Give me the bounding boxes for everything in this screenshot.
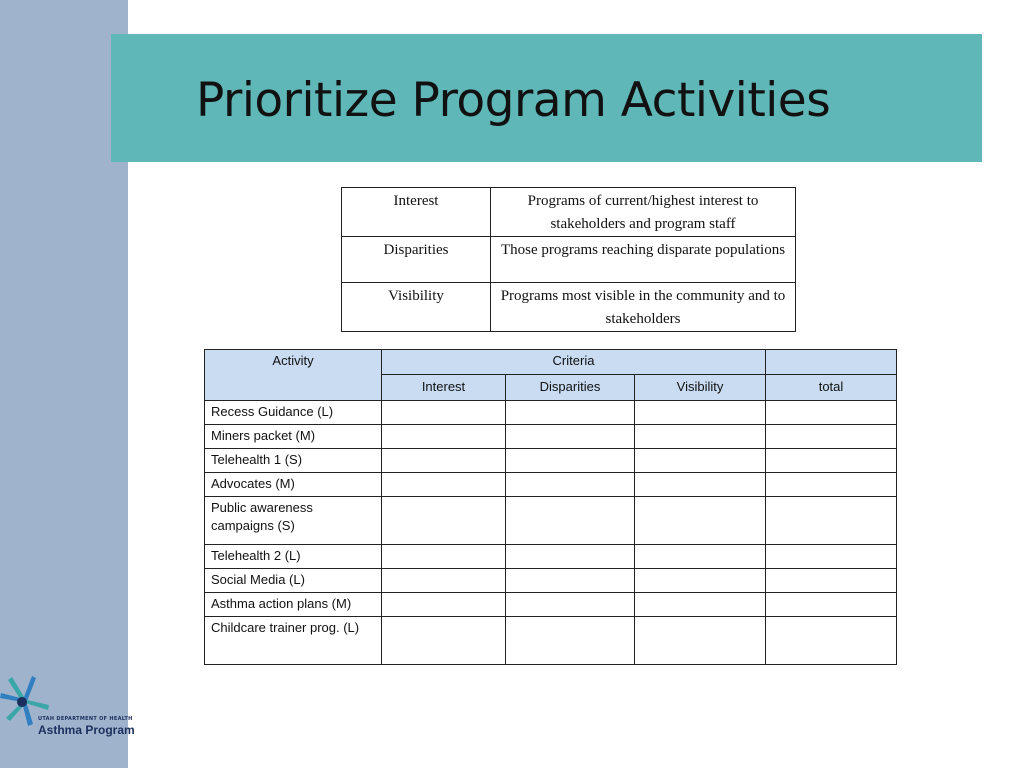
table-row bbox=[205, 497, 897, 545]
activity-cell: Social Media (L) bbox=[205, 569, 382, 593]
interest-column-header: Interest bbox=[382, 375, 506, 401]
total-cell[interactable] bbox=[766, 593, 897, 617]
visibility-cell[interactable] bbox=[635, 545, 766, 569]
empty-header-cell bbox=[766, 350, 897, 375]
total-column-header: total bbox=[766, 375, 897, 401]
interest-cell[interactable] bbox=[382, 401, 506, 425]
criteria-column-header: Criteria bbox=[382, 350, 766, 375]
left-sidebar-band bbox=[0, 0, 128, 768]
criteria-name: Visibility bbox=[342, 283, 491, 332]
visibility-cell[interactable] bbox=[635, 401, 766, 425]
interest-cell[interactable] bbox=[382, 473, 506, 497]
disparities-cell[interactable] bbox=[506, 401, 635, 425]
visibility-cell[interactable] bbox=[635, 449, 766, 473]
activity-cell: Public awareness campaigns (S) bbox=[205, 497, 382, 545]
criteria-row bbox=[342, 283, 796, 332]
interest-cell[interactable] bbox=[382, 497, 506, 545]
visibility-cell[interactable] bbox=[635, 473, 766, 497]
slide-title: Prioritize Program Activities bbox=[196, 73, 831, 128]
disparities-column-header: Disparities bbox=[506, 375, 635, 401]
activity-cell: Childcare trainer prog. (L) bbox=[205, 617, 382, 665]
disparities-cell[interactable] bbox=[506, 569, 635, 593]
interest-cell[interactable] bbox=[382, 449, 506, 473]
activity-cell: Miners packet (M) bbox=[205, 425, 382, 449]
table-row bbox=[205, 617, 897, 665]
visibility-cell[interactable] bbox=[635, 497, 766, 545]
total-cell[interactable] bbox=[766, 401, 897, 425]
visibility-cell[interactable] bbox=[635, 617, 766, 665]
criteria-name: Disparities bbox=[342, 237, 491, 283]
interest-cell[interactable] bbox=[382, 593, 506, 617]
table-row bbox=[205, 545, 897, 569]
criteria-definitions-table bbox=[341, 187, 796, 332]
criteria-description: Programs most visible in the community and to stakeholders bbox=[491, 283, 796, 332]
table-row bbox=[205, 473, 897, 497]
disparities-cell[interactable] bbox=[506, 497, 635, 545]
total-cell[interactable] bbox=[766, 425, 897, 449]
activity-cell: Advocates (M) bbox=[205, 473, 382, 497]
criteria-row bbox=[342, 237, 796, 283]
disparities-cell[interactable] bbox=[506, 425, 635, 449]
activity-column-header: Activity bbox=[205, 350, 382, 401]
logo-program-text: Asthma Program bbox=[38, 723, 135, 737]
activity-cell: Asthma action plans (M) bbox=[205, 593, 382, 617]
interest-cell[interactable] bbox=[382, 617, 506, 665]
visibility-cell[interactable] bbox=[635, 569, 766, 593]
visibility-column-header: Visibility bbox=[635, 375, 766, 401]
table-row bbox=[205, 593, 897, 617]
total-cell[interactable] bbox=[766, 497, 897, 545]
total-cell[interactable] bbox=[766, 473, 897, 497]
visibility-cell[interactable] bbox=[635, 593, 766, 617]
interest-cell[interactable] bbox=[382, 545, 506, 569]
total-cell[interactable] bbox=[766, 545, 897, 569]
table-row bbox=[205, 401, 897, 425]
criteria-row bbox=[342, 188, 796, 237]
interest-cell[interactable] bbox=[382, 425, 506, 449]
activity-cell: Telehealth 1 (S) bbox=[205, 449, 382, 473]
table-row bbox=[205, 449, 897, 473]
criteria-description: Programs of current/highest interest to stakeholders and program staff bbox=[491, 188, 796, 237]
criteria-description: Those programs reaching disparate populations bbox=[491, 237, 796, 283]
disparities-cell[interactable] bbox=[506, 593, 635, 617]
disparities-cell[interactable] bbox=[506, 617, 635, 665]
disparities-cell[interactable] bbox=[506, 545, 635, 569]
disparities-cell[interactable] bbox=[506, 473, 635, 497]
disparities-cell[interactable] bbox=[506, 449, 635, 473]
total-cell[interactable] bbox=[766, 569, 897, 593]
activities-table bbox=[204, 349, 897, 665]
criteria-name: Interest bbox=[342, 188, 491, 237]
logo-department-text: UTAH DEPARTMENT OF HEALTH bbox=[38, 716, 133, 722]
activity-cell: Recess Guidance (L) bbox=[205, 401, 382, 425]
visibility-cell[interactable] bbox=[635, 425, 766, 449]
activity-cell: Telehealth 2 (L) bbox=[205, 545, 382, 569]
header-row-top bbox=[205, 350, 897, 375]
total-cell[interactable] bbox=[766, 617, 897, 665]
table-row bbox=[205, 569, 897, 593]
table-row bbox=[205, 425, 897, 449]
interest-cell[interactable] bbox=[382, 569, 506, 593]
total-cell[interactable] bbox=[766, 449, 897, 473]
